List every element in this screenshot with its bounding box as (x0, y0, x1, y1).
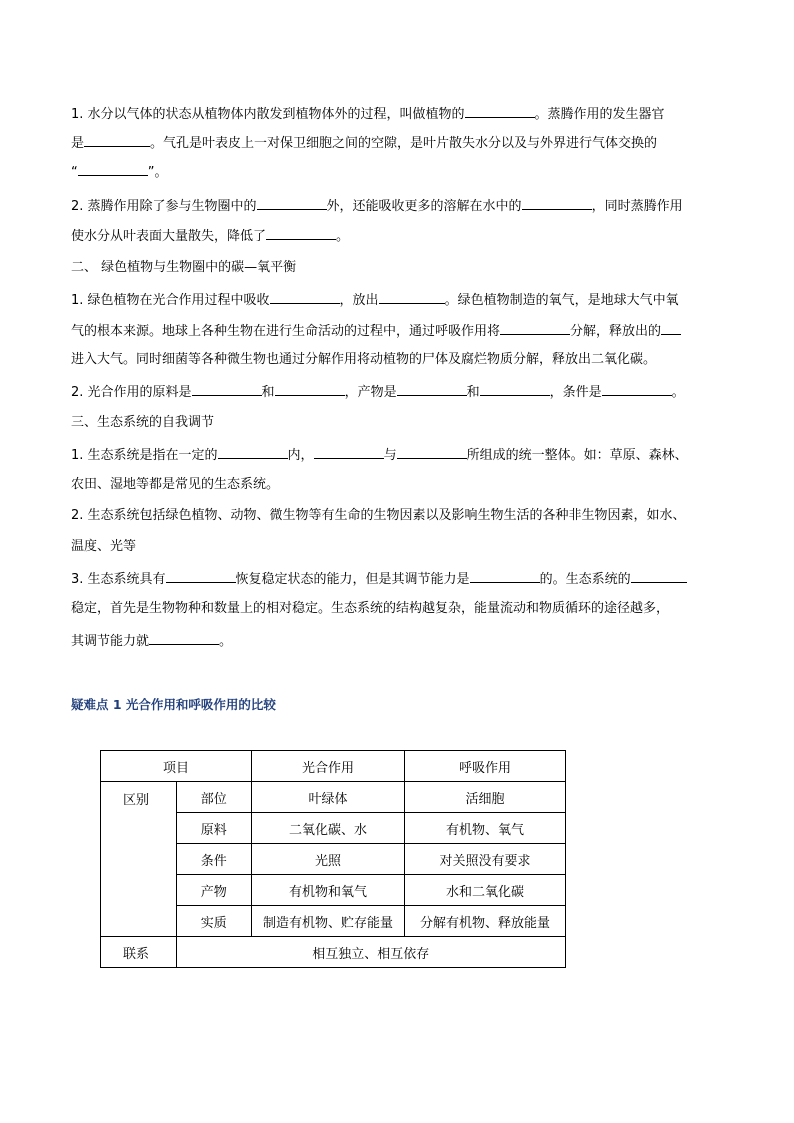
row-photo: 二氧化碳、水 (252, 813, 405, 844)
s3-p2-line2: 温度、光等 (71, 539, 137, 554)
row-resp: 分解有机物、释放能量 (405, 906, 566, 937)
text: ”。 (147, 165, 168, 180)
text: 和 (466, 385, 480, 400)
section-2-title: 二、 绿色植物与生物圈中的碳—氧平衡 (71, 260, 297, 275)
group-label-difference: 区别 (101, 782, 177, 937)
table-row-link (101, 937, 566, 968)
s3-p3-line1 (71, 569, 687, 589)
text: 使水分从叶表面大量散失，降低了 (71, 229, 267, 244)
answer-blank[interactable] (379, 290, 445, 304)
text: 。蒸腾作用的发生器官 (534, 107, 665, 122)
text: 分解，释放出的 (570, 324, 662, 339)
text: 3. 生态系统具有 (71, 572, 166, 587)
text: 的。生态系统的 (539, 572, 631, 587)
header-photosynthesis: 光合作用 (252, 751, 405, 782)
s3-p1-line1 (71, 445, 688, 465)
answer-blank[interactable] (397, 382, 467, 396)
s3-p2-line1: 2. 生态系统包括绿色植物、动物、微生物等有生命的生物因素以及影响生物生活的各种非生物因素，如水、 (71, 508, 686, 523)
answer-blank[interactable] (166, 569, 236, 583)
text: 1. 生态系统是指在一定的 (71, 448, 218, 463)
difficulty-heading: 疑难点 1 光合作用和呼吸作用的比较 (71, 697, 276, 712)
text: 外，还能吸收更多的溶解在水中的 (326, 199, 522, 214)
s2-p1-line2 (71, 321, 681, 341)
text: ，产物是 (344, 385, 397, 400)
text: 是 (71, 136, 85, 151)
row-item: 条件 (176, 844, 252, 875)
answer-blank[interactable] (602, 382, 672, 396)
row-item: 原料 (176, 813, 252, 844)
text: 。气孔是叶表皮上一对保卫细胞之间的空隙，是叶片散失水分以及与外界进行气体交换的 (150, 136, 658, 151)
answer-blank[interactable] (631, 569, 687, 583)
text: ，同时蒸腾作用 (591, 199, 683, 214)
text: 恢复稳定状态的能力，但是其调节能力是 (235, 572, 470, 587)
text: 1. 水分以气体的状态从植物体内散发到植物体外的过程，叫做植物的 (71, 107, 465, 122)
s3-p3-line3 (71, 631, 232, 651)
header-respiration: 呼吸作用 (405, 751, 566, 782)
text: 2. 光合作用的原料是 (71, 385, 192, 400)
row-photo: 光照 (252, 844, 405, 875)
text: 。 (219, 634, 233, 649)
row-item: 实质 (176, 906, 252, 937)
answer-blank[interactable] (470, 569, 540, 583)
row-photo: 制造有机物、贮存能量 (252, 906, 405, 937)
answer-blank[interactable] (78, 162, 148, 176)
text: 与 (383, 448, 397, 463)
answer-blank[interactable] (314, 445, 384, 459)
answer-blank[interactable] (270, 290, 340, 304)
text: ，放出 (339, 293, 379, 308)
row-photo: 叶绿体 (252, 782, 405, 813)
text: ，条件是 (549, 385, 602, 400)
text: 1. 绿色植物在光合作用过程中吸收 (71, 293, 270, 308)
answer-blank[interactable] (266, 226, 336, 240)
s1-p2-line1 (71, 196, 683, 216)
text: 气的根本来源。地球上各种生物在进行生命活动的过程中，通过呼吸作用将 (71, 324, 501, 339)
s2-p2 (71, 382, 685, 402)
s3-p3-line2: 稳定，首先是生物物种和数量上的相对稳定。生态系统的结构越复杂，能量流动和物质循环的途径越多， (71, 601, 670, 616)
row-resp: 活细胞 (405, 782, 566, 813)
s2-p1-line3: 进入大气。同时细菌等各种微生物也通过分解作用将动植物的尸体及腐烂物质分解，释放出二氧化碳。 (71, 352, 657, 367)
row-resp: 水和二氧化碳 (405, 875, 566, 906)
row-item: 产物 (176, 875, 252, 906)
row-resp: 有机物、氧气 (405, 813, 566, 844)
s1-p1-line2 (71, 133, 657, 153)
answer-blank[interactable] (84, 133, 150, 147)
text: 和 (261, 385, 275, 400)
text: 其调节能力就 (71, 634, 150, 649)
text: 。绿色植物制造的氧气，是地球大气中氧 (444, 293, 679, 308)
comparison-table (100, 750, 566, 968)
text: 内， (287, 448, 314, 463)
row-item: 部位 (176, 782, 252, 813)
answer-blank[interactable] (500, 321, 570, 335)
s1-p1-line1 (71, 104, 665, 124)
text: 2. 蒸腾作用除了参与生物圈中的 (71, 199, 257, 214)
answer-blank[interactable] (218, 445, 288, 459)
s2-p1-line1 (71, 290, 679, 310)
text: 。 (336, 229, 350, 244)
answer-blank[interactable] (465, 104, 535, 118)
s1-p2-line2 (71, 226, 349, 246)
answer-blank[interactable] (257, 196, 327, 210)
link-text: 相互独立、相互依存 (176, 937, 566, 968)
s1-p1-line3 (71, 162, 168, 182)
text: 所组成的统一整体。如：草原、森林、 (466, 448, 688, 463)
row-resp: 对关照没有要求 (405, 844, 566, 875)
text: 。 (671, 385, 685, 400)
answer-blank[interactable] (275, 382, 345, 396)
answer-blank[interactable] (149, 631, 219, 645)
answer-blank[interactable] (397, 445, 467, 459)
text: “ (71, 165, 78, 180)
s3-p1-line2: 农田、湿地等都是常见的生态系统。 (71, 477, 280, 492)
link-label: 联系 (101, 937, 177, 968)
answer-blank[interactable] (480, 382, 550, 396)
answer-blank[interactable] (192, 382, 262, 396)
answer-blank[interactable] (661, 321, 681, 335)
section-3-title: 三、生态系统的自我调节 (71, 415, 215, 430)
table-header-row (101, 751, 566, 782)
answer-blank[interactable] (522, 196, 592, 210)
row-photo: 有机物和氧气 (252, 875, 405, 906)
header-item: 项目 (101, 751, 252, 782)
table-row (101, 782, 566, 813)
